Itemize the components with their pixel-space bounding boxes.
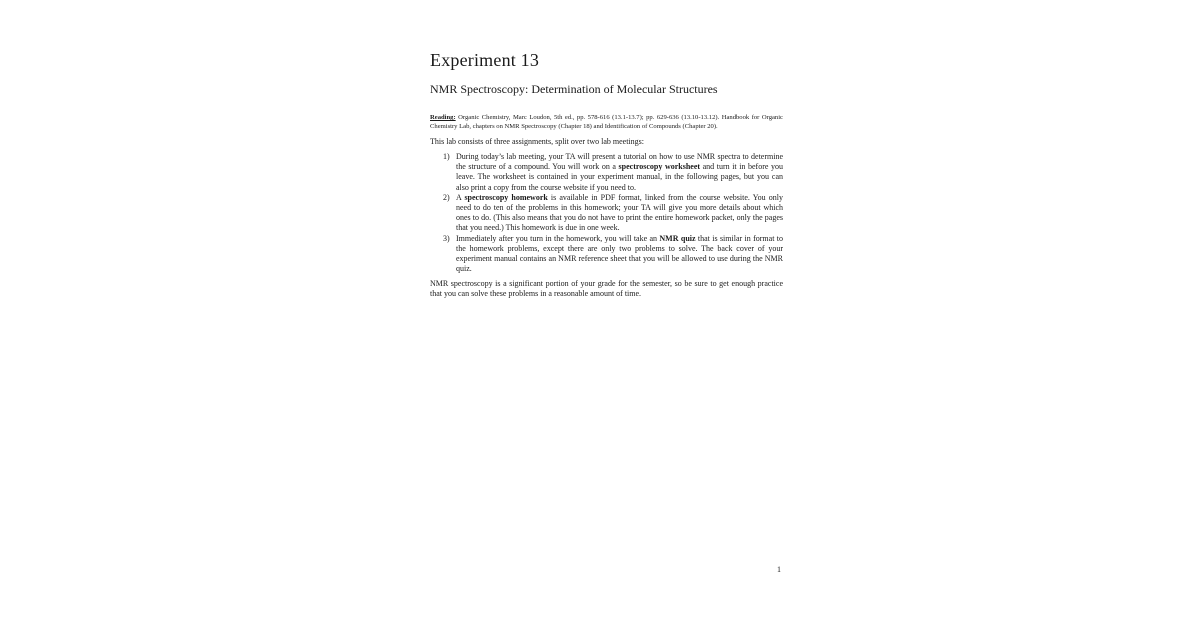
list-item-text-before: A xyxy=(456,192,465,202)
intro-paragraph: This lab consists of three assignments, split over two lab meetings: xyxy=(430,137,644,146)
page-number: 1 xyxy=(777,565,781,574)
list-item-text-after: is available in PDF format, linked from the course website. You only need to do ten of the problems in this homework; your TA will give you more details about which ones to do. (This also means that you do not have to print the entire homework packet, only the pages that you need.) This homework is due in one week. xyxy=(456,192,783,233)
list-item-number: 1) xyxy=(443,152,450,161)
list-item-text-after: that is similar in format to the homework problems, except there are only two problems to solve. The back cover of your experiment manual contains an NMR reference sheet that you will be allowed to use during the NMR quiz. xyxy=(456,233,783,274)
page-subtitle: NMR Spectroscopy: Determination of Molecular Structures xyxy=(430,82,718,96)
list-item-text-before: Immediately after you turn in the homework, you will take an xyxy=(456,233,660,243)
list-item-text-before: During today’s lab meeting, your TA will present a tutorial on how to use NMR spectra to determine the structure of a compound. You will work on a xyxy=(456,152,783,172)
reading-text: Organic Chemistry, Marc Loudon, 5th ed., pp. 578-616 (13.1-13.7); pp. 629-636 (13.10-13.12). Handbook for Organic Chemistry Lab, chapters on NMR Spectroscopy (Chapter 18) and Identification of Compounds (Chapter 20). xyxy=(430,114,783,130)
list-item-keyword: spectroscopy worksheet xyxy=(618,162,701,172)
page-title: Experiment 13 xyxy=(430,50,540,70)
assignment-list xyxy=(430,152,783,274)
list-item xyxy=(430,152,783,193)
list-item-number: 2) xyxy=(443,192,450,202)
reading-label: Reading: xyxy=(430,114,456,121)
list-item xyxy=(430,234,783,275)
list-item-keyword: NMR quiz xyxy=(659,233,696,243)
reading-paragraph xyxy=(430,114,783,131)
list-item-text-after: and turn it in before you leave. The worksheet is contained in your experiment manual, in the following pages, but you can also print a copy from the course website if you need to. xyxy=(456,162,783,192)
closing-paragraph: NMR spectroscopy is a significant portion of your grade for the semester, so be sure to get enough practice that you can solve these problems in a reasonable amount of time. xyxy=(430,279,783,299)
list-item-number: 3) xyxy=(443,233,450,243)
list-item xyxy=(430,193,783,234)
list-item-keyword: spectroscopy homework xyxy=(464,192,548,202)
